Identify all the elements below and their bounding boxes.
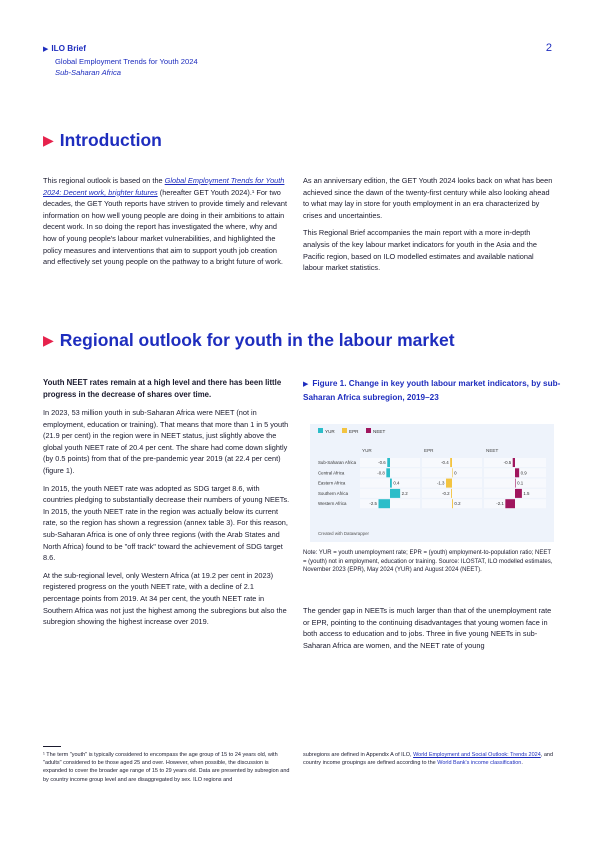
bar-epr — [451, 489, 452, 498]
value-label: 1.5 — [523, 490, 530, 496]
bar-neet — [505, 499, 515, 508]
value-label: -0.5 — [503, 460, 512, 465]
panel-header-yur: YUR — [362, 448, 372, 453]
report-link[interactable]: Global Employment Trends for Youth 2024: Decent work, brighter futures — [43, 176, 285, 197]
category-label: Eastern Africa — [318, 480, 346, 486]
regional-outlook-title: Regional outlook for youth in the labour market — [59, 330, 455, 350]
bar-yur — [390, 489, 400, 498]
value-label: -0.8 — [377, 470, 385, 476]
value-label: 0 — [454, 470, 457, 476]
body-paragraph: In 2023, 53 million youth in sub-Saharan Africa were NEET (not in employment, education or training). That means that more than 1 in 5 youth (21.9 per cent) in the region were in NEET status, just slightly above the global youth NEET rate of 20.4 per cent. The share had come down slightly (by 0.5 points) from that of the pre-pandemic year 2019 (at 22.4 per cent) (figure 1). — [43, 408, 289, 475]
value-label: 0.2 — [454, 501, 461, 507]
body-paragraph: In 2015, the youth NEET rate was adopted as SDG target 8.6, with countries pledging to substantially decrease their numbers of young NEETs. In 2015, the youth NEET rate in the region was actually below its current rate, so the region has shown a regression (annex table 3). For this reason, sub-Saharan Africa is one of only three regions (with the Arab States and North Africa) found to be "off track" toward the achievement of SDG target 8.6. — [43, 483, 290, 563]
figure-1-chart — [310, 424, 554, 542]
introduction-title: Introduction — [59, 130, 162, 150]
chart-svg — [310, 424, 554, 542]
world-bank-link[interactable]: World Bank's income classification — [437, 760, 522, 767]
bar-neet — [515, 468, 519, 477]
value-label: -0.6 — [378, 460, 386, 465]
header-region: Sub-Saharan Africa — [55, 68, 121, 77]
bar-neet — [515, 489, 522, 498]
figure-title-text: Figure 1. Change in key youth labour market indicators, by sub-Saharan Africa subregion, 2019–23 — [303, 379, 561, 402]
legend-swatch-neet — [366, 428, 371, 433]
triangle-icon: ▶ — [43, 46, 49, 53]
body-paragraph: The gender gap in NEETs is much larger than that of the unemployment rate or EPR, pointing to the continuing disadvantages that young women face in both access to education and to jobs. Three in five young NEETs in sub-Saharan Africa are women, and the NEET rate of young — [303, 606, 552, 650]
value-label: -2.5 — [369, 501, 377, 507]
triangle-icon: ▶ — [43, 132, 54, 148]
brief-title: ILO Brief — [51, 44, 86, 53]
bar-epr — [452, 468, 453, 477]
value-label: 0.4 — [393, 480, 400, 486]
value-label: -1.3 — [436, 480, 445, 486]
figure-title — [303, 377, 563, 404]
panel-header-neet: NEET — [486, 448, 499, 453]
footnote-left: ¹ The term "youth" is typically considered to encompass the age group of 15 to 24 years old, with "adults" considered to be those aged 25 and over. However, when possible, the discussion is expanded to cover the broader age range of 15 to 29 years old. Data are presented by subregion and by country income group level and are disaggregated by sex. ILO regions and — [43, 752, 290, 783]
category-label: Western Africa — [318, 501, 347, 507]
footnote-divider — [43, 746, 61, 747]
footnote-text: . — [521, 760, 523, 767]
bar-epr — [452, 499, 453, 508]
header-report-title: Global Employment Trends for Youth 2024 — [55, 57, 198, 66]
category-label: Central Africa — [318, 470, 345, 476]
regional-right-column — [303, 605, 555, 657]
regional-outlook-heading — [43, 330, 455, 351]
introduction-heading — [43, 130, 162, 151]
intro-paragraph: This Regional Brief accompanies the main report with a more in-depth analysis of the key labour market indicators for youth in the Asia and the Pacific region, based on ILO modelled estimates and available national labour market statistics. — [303, 228, 537, 273]
intro-text: (hereafter GET Youth 2024).¹ For two decades, the GET Youth reports have striven to provide timely and relevant information on how well young people are doing in their ambitions to attain decent work. In so doing the report has investigated the where, why and how of young people's labour market vulnerabilities, and highlighted the policy measures and interventions that aim to support youth job creation and effectively set young people on the pathway to a bright future of work. — [43, 187, 287, 267]
intro-paragraph — [43, 175, 291, 268]
footnote-right — [303, 751, 555, 767]
bar-neet — [513, 458, 515, 467]
weso-link[interactable]: World Employment and Social Outlook: Trends 2024 — [413, 752, 541, 758]
body-paragraph: At the sub-regional level, only Western Africa (at 19.2 per cent in 2023) registered progress on the youth NEET rate, with a decline of 2.1 percentage points from 2019. At 34 per cent, the youth NEET rate in Southern Africa was not just the highest among the subregions but also the subregion showing the highest increase over 2019. — [43, 570, 287, 627]
panel-header-epr: EPR — [424, 448, 434, 453]
page-number: 2 — [545, 42, 552, 54]
bar-yur — [390, 479, 392, 488]
intro-paragraph: As an anniversary edition, the GET Youth 2024 looks back on what has been achieved since the dawn of the twenty-first century while also looking ahead to what may lay in store for youth employment in an era characterized by crises and uncertainties. — [303, 176, 553, 220]
chart-credit: Created with Datawrapper — [318, 531, 370, 536]
legend-label-epr: EPR — [349, 429, 359, 434]
intro-text: This regional outlook is based on the — [43, 176, 165, 185]
intro-right-column — [303, 175, 555, 280]
triangle-icon: ▶ — [303, 381, 309, 388]
bar-yur — [387, 458, 390, 467]
legend-swatch-yur — [318, 428, 323, 433]
category-label: Southern Africa — [318, 490, 349, 496]
category-label: Sub-Saharan Africa — [318, 460, 357, 465]
bar-yur — [379, 499, 391, 508]
value-label: -0.4 — [441, 460, 449, 465]
figure-note: Note: YUR = youth unemployment rate; EPR = (youth) employment-to-population ratio; NEET = (youth) not in employment, education or training. Source: ILOSTAT, ILO modelled estimates, November 2023 (EPR), May 2024 (YUR) and August 2024 (NEET). — [303, 550, 553, 574]
bar-neet — [515, 479, 516, 488]
value-label: -2.1 — [496, 501, 504, 507]
intro-left-column — [43, 175, 291, 274]
legend-swatch-epr — [342, 428, 347, 433]
bar-epr — [450, 458, 452, 467]
regional-left-column — [43, 377, 291, 634]
footnote-text: , and country income groupings are defined according to the — [303, 752, 553, 767]
legend-label-neet: NEET — [373, 429, 386, 434]
value-label: 0.1 — [517, 480, 524, 486]
bar-epr — [446, 479, 452, 488]
value-label: 0.9 — [520, 470, 527, 476]
value-label: -0.2 — [442, 490, 450, 496]
triangle-icon: ▶ — [43, 332, 54, 348]
bar-yur — [386, 468, 390, 477]
footnote-text: subregions are defined in Appendix A of ILO, — [303, 752, 414, 758]
value-label: 2.2 — [401, 490, 408, 496]
brief-label — [43, 44, 86, 53]
lead-paragraph: Youth NEET rates remain at a high level and there has been little progress in the decrease of shares over time. — [43, 378, 282, 399]
legend-label-yur: YUR — [325, 429, 335, 434]
